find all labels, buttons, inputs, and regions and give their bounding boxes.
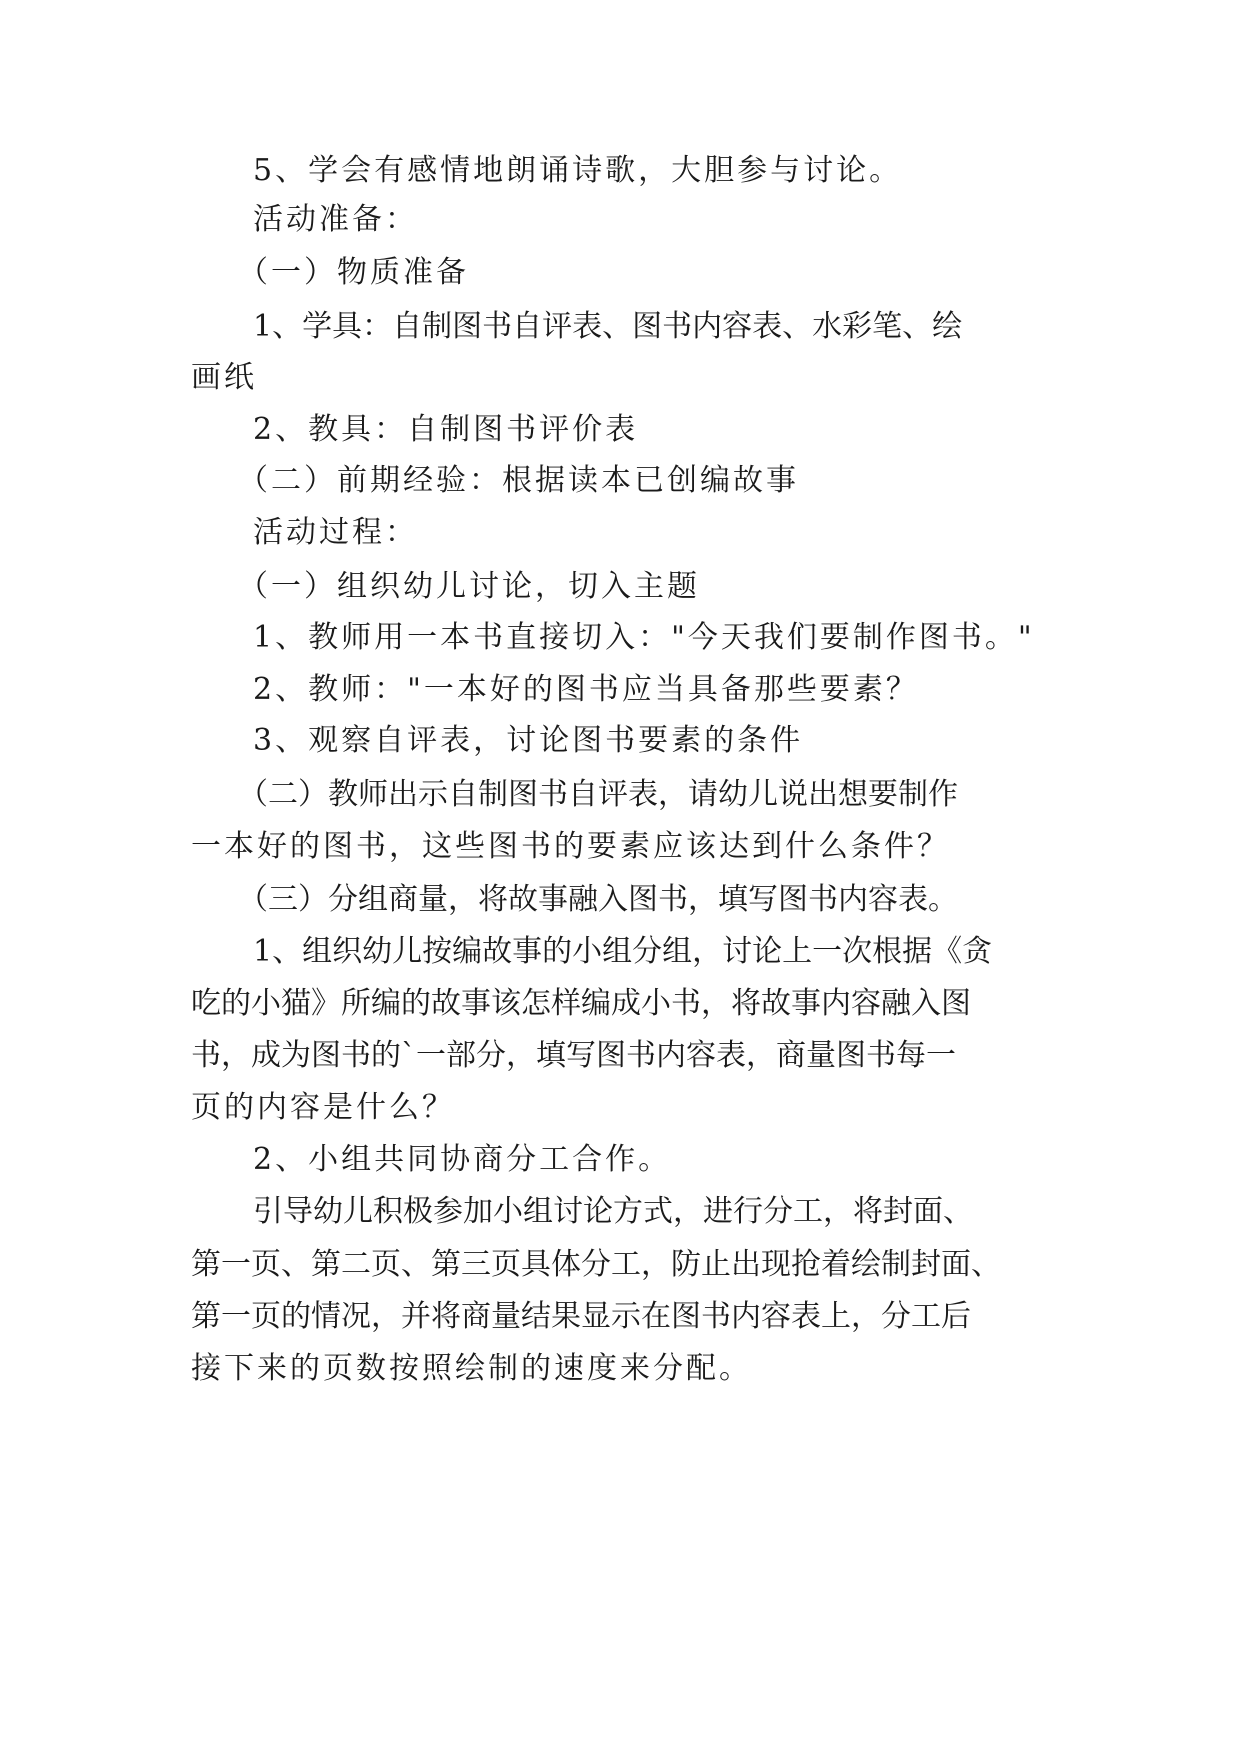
paragraph-line: 第一页的情况，并将商量结果显示在图书内容表上，分工后 xyxy=(191,1299,971,1334)
paragraph-line: 一本好的图书，这些图书的要素应该达到什么条件？ xyxy=(191,829,950,864)
paragraph-line: 5、学会有感情地朗诵诗歌，大胆参与讨论。 xyxy=(253,153,903,188)
subsection-heading: （三）分组商量，将故事融入图书，填写图书内容表。 xyxy=(238,882,958,917)
paragraph-line: 2、教师："一本好的图书应当具备那些要素？ xyxy=(253,672,919,707)
section-heading: 活动过程： xyxy=(253,515,418,550)
section-heading: 活动准备： xyxy=(253,202,418,237)
paragraph-line: 书，成为图书的`一部分，填写图书内容表，商量图书每一 xyxy=(191,1038,956,1073)
paragraph-line: 1、学具：自制图书自评表、图书内容表、水彩笔、绘 xyxy=(253,309,963,344)
paragraph-line: 2、教具：自制图书评价表 xyxy=(253,412,639,447)
subsection-heading: （二）教师出示自制图书自评表，请幼儿说出想要制作 xyxy=(238,777,958,812)
paragraph-line: 画纸 xyxy=(191,360,257,395)
paragraph-line: 引导幼儿积极参加小组讨论方式，进行分工，将封面、 xyxy=(253,1194,973,1229)
paragraph-line: 接下来的页数按照绘制的速度来分配。 xyxy=(191,1351,752,1386)
subsection-heading: （一）组织幼儿讨论，切入主题 xyxy=(238,569,700,604)
paragraph-line: 第一页、第二页、第三页具体分工，防止出现抢着绘制封面、 xyxy=(191,1247,1001,1282)
paragraph-line: 吃的小猫》所编的故事该怎样编成小书，将故事内容融入图 xyxy=(191,986,971,1021)
paragraph-line: 2、小组共同协商分工合作。 xyxy=(253,1142,672,1177)
subsection-heading: （二）前期经验：根据读本已创编故事 xyxy=(238,463,799,498)
paragraph-line: 1、组织幼儿按编故事的小组分组，讨论上一次根据《贪 xyxy=(253,934,993,969)
paragraph-line: 1、教师用一本书直接切入："今天我们要制作图书。" xyxy=(253,620,1035,655)
subsection-heading: （一）物质准备 xyxy=(238,255,469,290)
paragraph-line: 3、观察自评表，讨论图书要素的条件 xyxy=(253,723,804,758)
paragraph-line: 页的内容是什么？ xyxy=(191,1090,455,1125)
